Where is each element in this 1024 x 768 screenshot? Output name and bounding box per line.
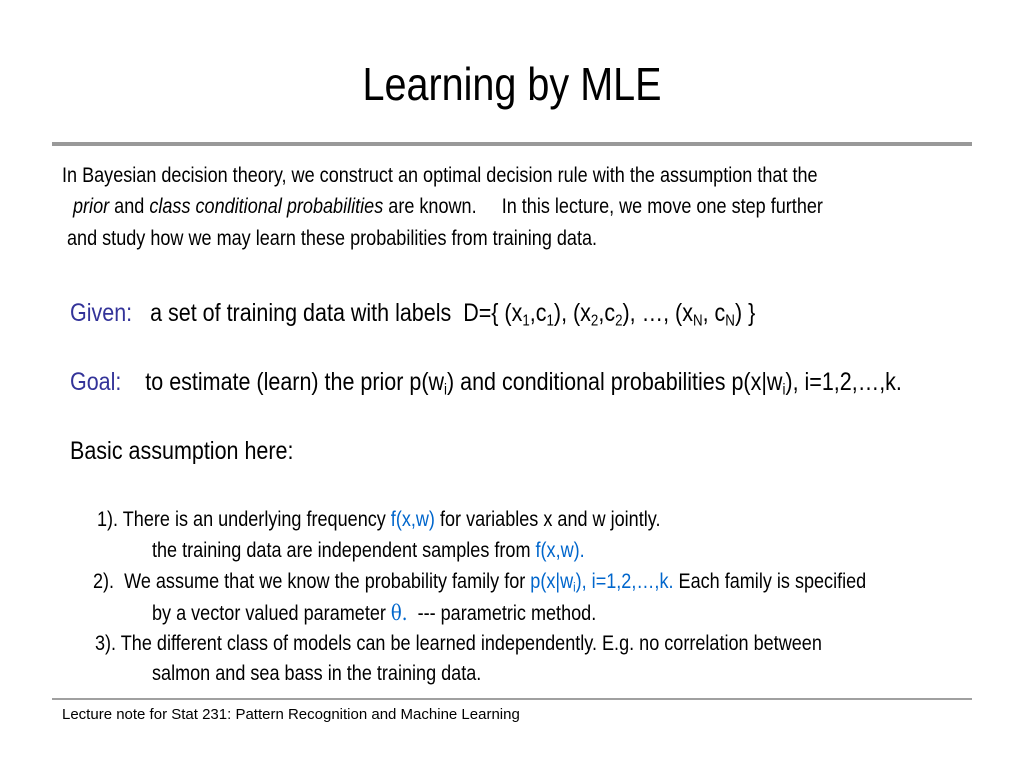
intro-line-3: and study how we may learn these probabilities from training data.	[67, 227, 598, 250]
intro-line-1: In Bayesian decision theory, we construct an optimal decision rule with the assumption that the	[62, 164, 818, 187]
assumption-item-3-line-2: salmon and sea bass in the training data.	[152, 662, 482, 685]
assumption-item-1: 1). There is an underlying frequency f(x,w) for variables x and w jointly.	[97, 508, 661, 531]
given-line	[70, 298, 755, 328]
intro-and: and	[114, 195, 145, 218]
footer-divider	[52, 698, 972, 700]
theta-symbol: θ.	[390, 601, 408, 625]
assumption-item-1-line-2: the training data are independent samples from f(x,w).	[152, 539, 585, 562]
intro-rest: are known. In this lecture, we move one step further	[388, 195, 823, 218]
intro-prior: prior	[73, 195, 110, 218]
assumption-item-2-line-2: by a vector valued parameter θ. --- parametric method.	[152, 601, 597, 625]
prob-family: $p(x|w_i)$, i=1,2,…,k.	[530, 570, 674, 595]
goal-line	[70, 367, 902, 397]
goal-label: Goal:	[70, 368, 122, 396]
assumption-item-3: 3). The different class of models can be learned independently. E.g. no correlation between	[95, 632, 822, 655]
given-text: a set of training data with labels D={ $(x_1,c_1)$, $(x_2,c_2)$, …, ($x_N$, $c_N$) }	[150, 299, 756, 330]
slide-title: Learning by MLE	[362, 58, 662, 110]
intro-line-2	[73, 194, 823, 220]
freq-f-xw: f(x,w)	[390, 508, 435, 531]
goal-text: to estimate (learn) the prior $p(w_i)$ and conditional probabilities $p(x|w_i)$, i=1,2,…,k.	[145, 368, 902, 399]
title-divider	[52, 142, 972, 146]
intro-class-conditional: class conditional probabilities	[149, 195, 384, 218]
basic-assumption-heading: Basic assumption here:	[70, 437, 294, 465]
assumption-item-2: 2). We assume that we know the probability family for $p(x|w_i)$, i=1,2,…,k. Each family is specified	[93, 570, 867, 595]
footer-note: Lecture note for Stat 231: Pattern Recognition and Machine Learning	[62, 706, 520, 723]
given-label: Given:	[70, 299, 133, 327]
